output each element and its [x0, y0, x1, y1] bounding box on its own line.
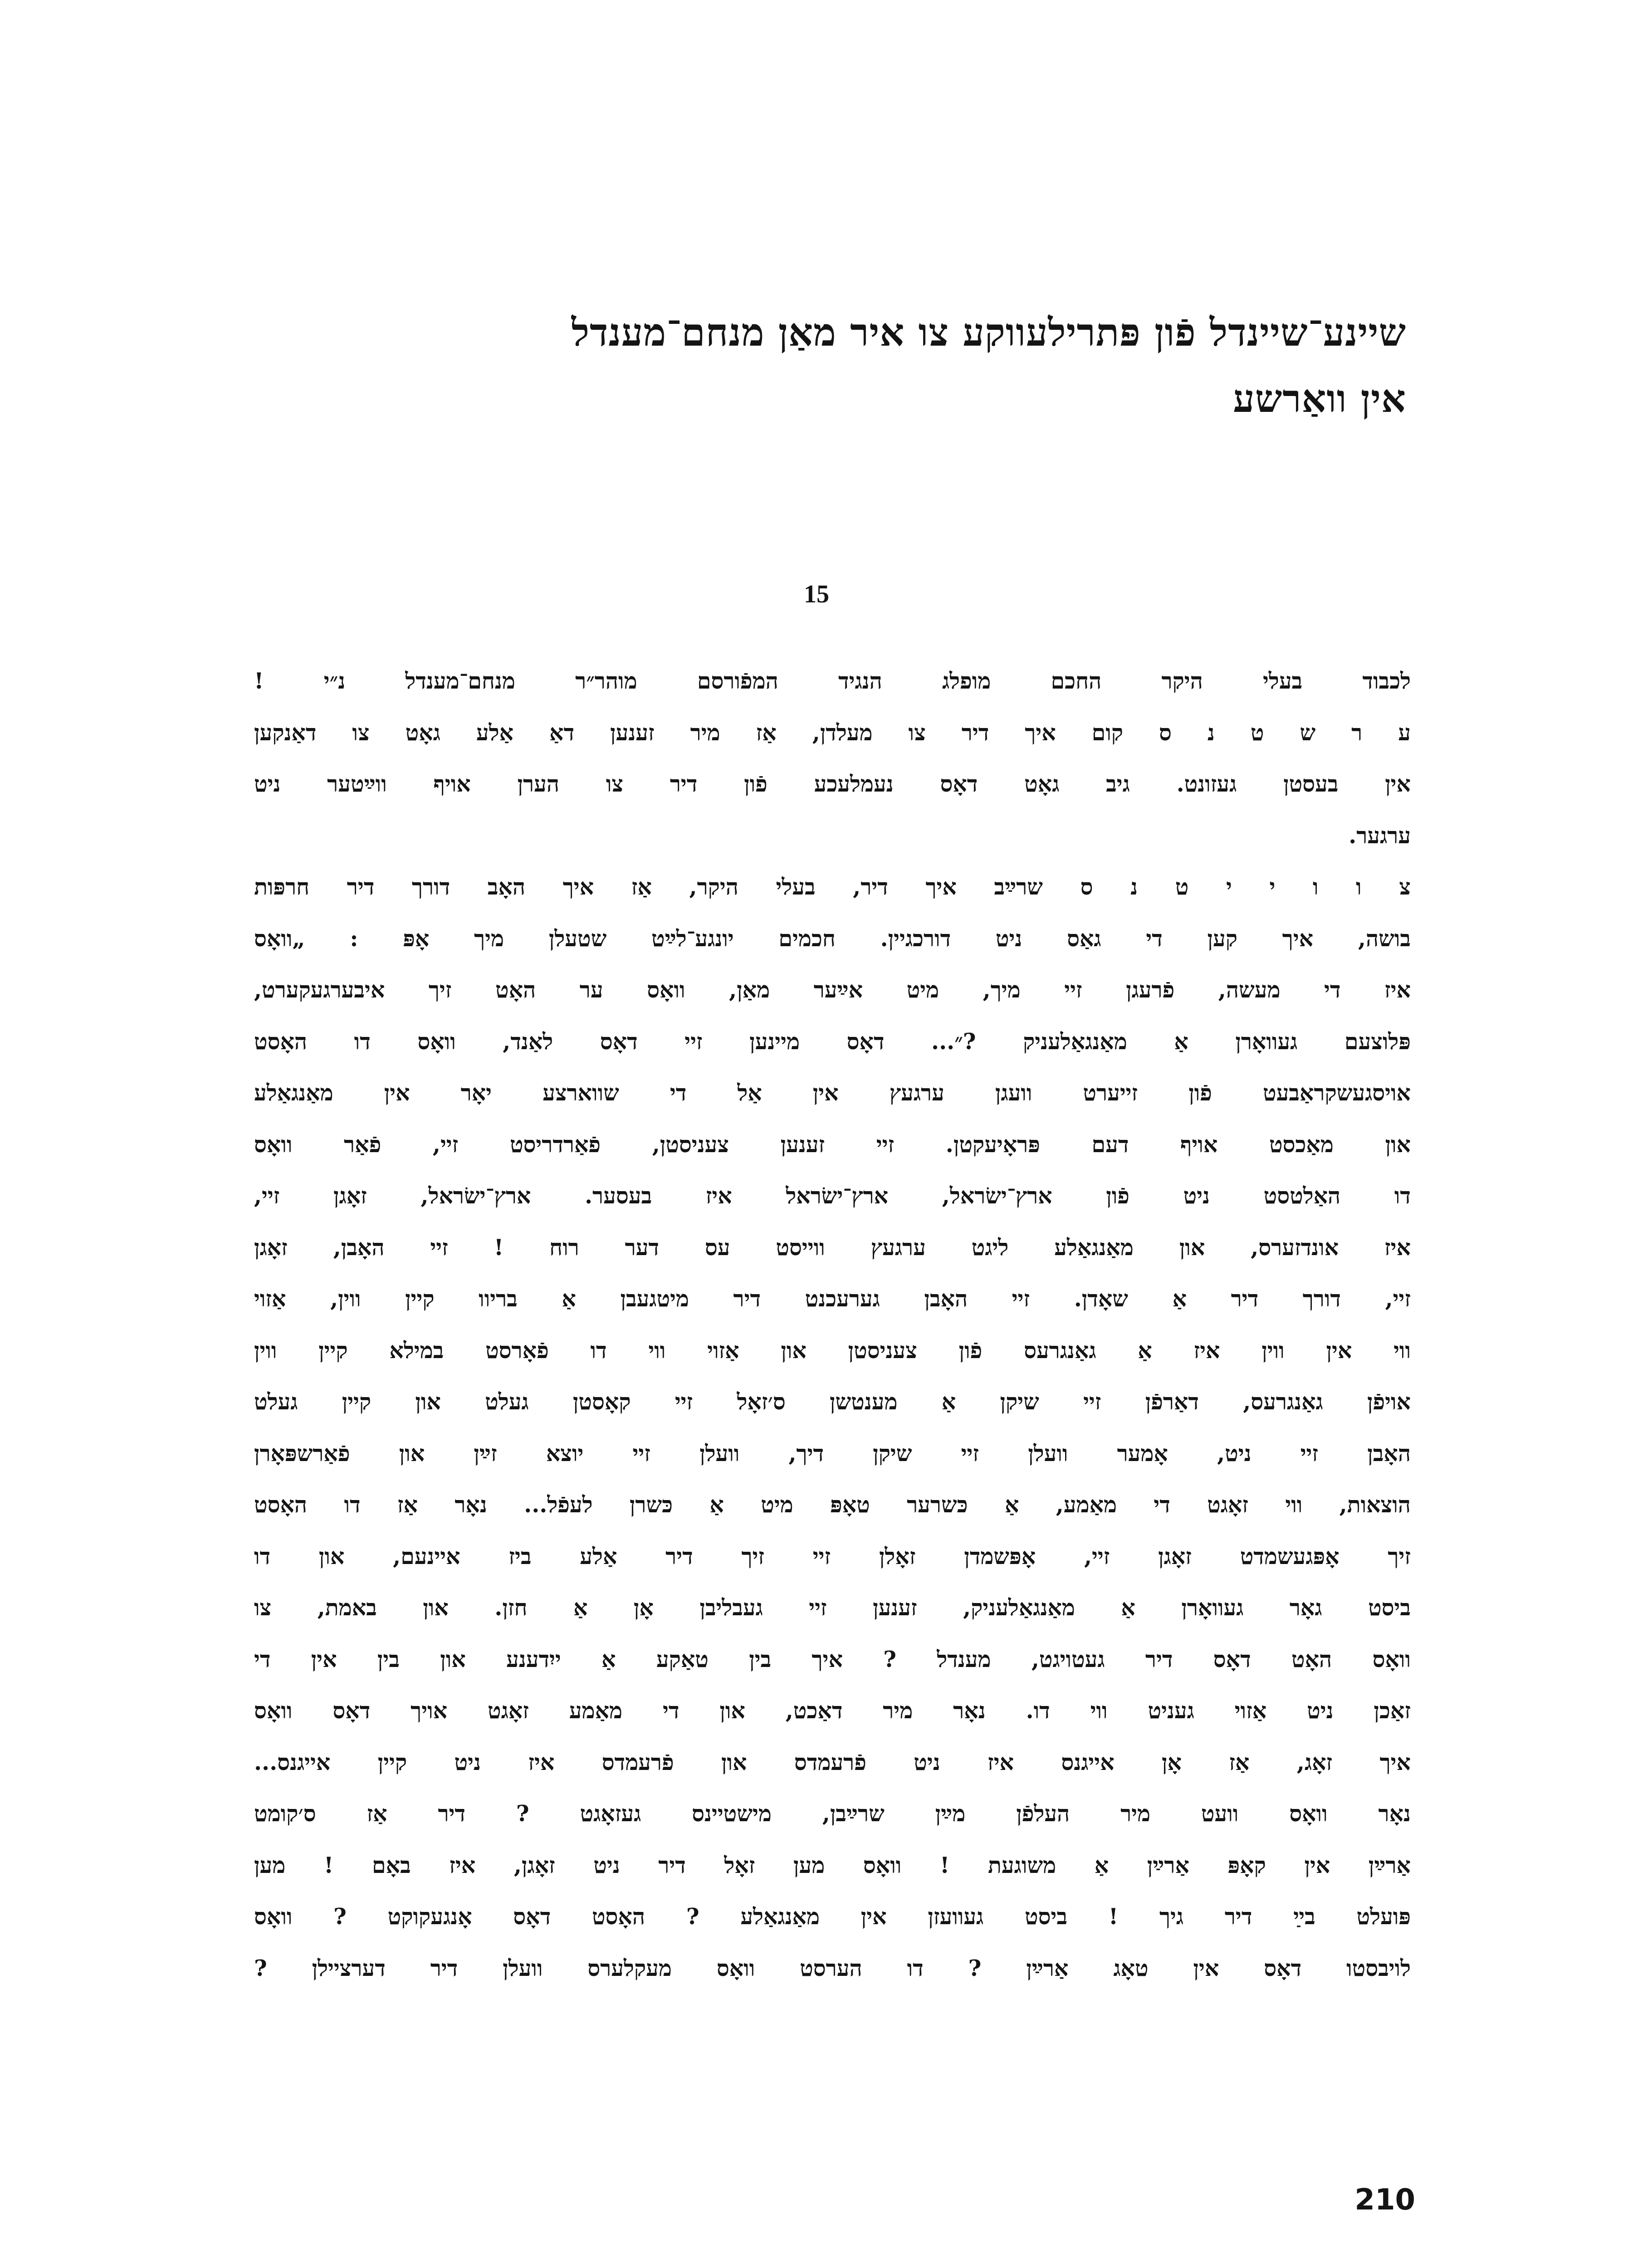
- chapter-title-line-1: שיינע־שיינדל פֿון פּתרילעווקע צו איר מאַן מנחם־מענדל: [571, 310, 1406, 355]
- body-line: פּועלט בײַ דיר גיך ! ביסט געוועזן אין מאַנגאַלע ? האָסט דאָס אָנגעקוקט ? וואָס: [254, 1903, 1411, 1930]
- body-line: פּלוצעם געוואָרן אַ מאַנגאַלעניק ?״... דאָס מיינען זיי דאָס לאַנד, וואָס דו האָסט: [254, 1028, 1411, 1055]
- body-line: אויפֿן גאַנגרעס, דאַרפֿן זיי שיקן אַ מענטשן ס׳זאָל זיי קאָסטן געלט און קיין געלט: [254, 1388, 1411, 1415]
- body-line: איז אונדזערס, און מאַנגאַלע ליגט ערגעץ ווייסט עס דער רוח ! זיי האָבן, זאָגן: [254, 1234, 1411, 1261]
- body-line: זיי, דורך דיר אַ שאָדן. זיי האָבן גערעכנט דיר מיטגעבן אַ בריוו קיין ווין, אַזוי: [254, 1286, 1411, 1312]
- body-line: צ ו ו י י ט נ ס שרײַב איך דיר, בעלי היקר, אַז איך האָב דורך דיר חרפּות: [254, 874, 1411, 900]
- body-line: איך זאָג, אַז אָן אייגנס איז ניט פֿרעמדס און פֿרעמדס איז ניט קיין אייגנס...: [254, 1749, 1411, 1775]
- body-line: האָבן זיי ניט, אָמער וועלן זיי שיקן דיך, וועלן זיי יוצא זײַן און פֿאַרשפּאָרן: [254, 1440, 1411, 1466]
- body-line: בושה, איך קען די גאַס ניט דורכגיין. חכמים יונגע־לײַט שטעלן מיך אָפּ : „וואָס: [254, 925, 1411, 952]
- page-number: 210: [1354, 2183, 1415, 2217]
- chapter-title-line-2: אין וואַרשע: [1233, 376, 1406, 421]
- chapter-title: [318, 299, 1406, 432]
- body-line: אַרײַן אין קאָפּ אַרײַן אַ משוגעת ! וואָס מען זאָל דיר ניט זאָגן, איז באָם ! מען: [254, 1852, 1411, 1878]
- body-line: און מאַכסט אויף דעם פּראָיעקטן. זיי זענען צעניסטן, פֿאַרדריסט זיי, פֿאַר וואָס: [254, 1131, 1411, 1158]
- body-line: לכבוד בעלי היקר החכם מופלג הנגיד המפֿורסם מוהר״ר מנחם־מענדל נ״י !: [254, 668, 1411, 694]
- body-line: הוצאות, ווי זאָגט די מאַמע, אַ כּשרער טאָפּ מיט אַ כּשרן לעפֿל... נאָר אַז דו האָסט: [254, 1491, 1411, 1518]
- body-line: דו האַלטסט ניט פֿון ארץ־ישׂראל, ארץ־ישׂראל איז בעסער. ארץ־ישׂראל, זאָגן זיי,: [254, 1183, 1411, 1209]
- body-line: זיך אָפּגעשמדט זאָגן זיי, אָפּשמדן זאָלן זיי זיך דיר אַלע ביז איינעם, און דו: [254, 1543, 1411, 1569]
- body-line: וואָס האָט דאָס דיר געטויגט, מענדל ? איך בין טאַקע אַ ייִדענע און בין אין די: [254, 1646, 1411, 1672]
- body-line: איז די מעשה, פֿרעגן זיי מיך, מיט אײַער מאַן, וואָס ער האָט זיך איבערגעקערט,: [254, 977, 1411, 1003]
- chapter-number: 15: [804, 580, 829, 608]
- body-line: לויבסטו דאָס אין טאָג אַרײַן ? דו הערסט וואָס מעקלערס וועלן דיר דערציילן ?: [254, 1955, 1411, 1981]
- body-line: ע ר ש ט נ ס קום איך דיר צו מעלדן, אַז מיר זענען דאַ אַלע גאָט צו דאַנקען: [254, 719, 1411, 746]
- body-line: אויסגעשקראַבעט פֿון זייערט וועגן ערגעץ אין אַל די שווארצע יאָר אין מאַנגאַלע: [254, 1080, 1411, 1106]
- body-line: ערגער.: [1349, 822, 1411, 849]
- body-line: זאַכן ניט אַזוי געניט ווי דו. נאָר מיר דאַכט, און די מאַמע זאָגט אויך דאָס וואָס: [254, 1697, 1411, 1724]
- body-line: ביסט גאָר געוואָרן אַ מאַנגאַלעניק, זענען זיי געבליבן אָן אַ חזן. און באמת, צו: [254, 1594, 1411, 1621]
- body-line: ווי אין ווין איז אַ גאַנגרעס פֿון צעניסטן און אַזוי ווי דו פֿאָרסט במילא קיין ווין: [254, 1337, 1411, 1364]
- body-line: אין בעסטן געזונט. גיב גאָט דאָס נעמלעכע פֿון דיר צו הערן אויף ווײַטער ניט: [254, 771, 1411, 797]
- letter-body: [254, 655, 1411, 1994]
- body-line: נאָר וואָס וועט מיר העלפֿן מײַן שרײַבן, מישטיינס געזאָגט ? דיר אַז ס׳קומט: [254, 1800, 1411, 1827]
